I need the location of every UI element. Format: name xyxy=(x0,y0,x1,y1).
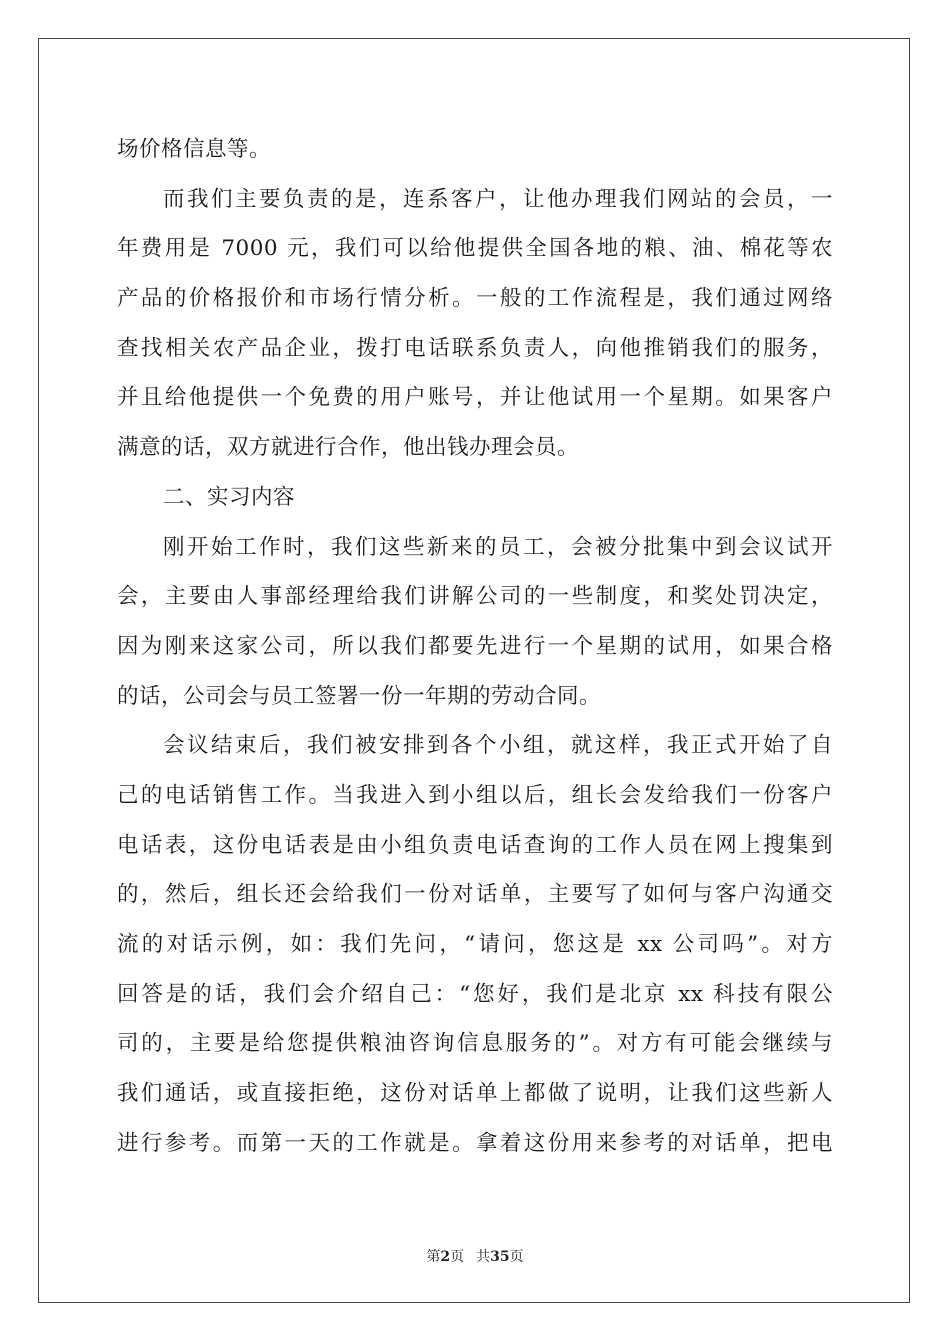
page-footer xyxy=(0,1246,950,1266)
page-prefix: 第 xyxy=(426,1249,441,1265)
text-line: 满意的话，双方就进行合作，他出钱办理会员。 xyxy=(117,435,580,461)
text-line: 会，主要由人事部经理给我们讲解公司的一些制度，和奖处罚决定， xyxy=(117,584,833,610)
document-body xyxy=(117,125,833,1168)
total-prefix: 共 xyxy=(476,1249,491,1265)
text-line: 因为刚来这家公司，所以我们都要先进行一个星期的试用，如果合格 xyxy=(117,633,833,659)
text-line: 进行参考。而第一天的工作就是。拿着这份用来参考的对话单，把电 xyxy=(117,1130,833,1156)
text-line: 回答是的话，我们会介绍自己：“您好，我们是北京 xx 科技有限公 xyxy=(117,981,833,1007)
text-line: 查找相关农产品企业，拨打电话联系负责人，向他推销我们的服务， xyxy=(117,335,833,361)
text-line: 电话表，这份电话表是由小组负责电话查询的工作人员在网上搜集到 xyxy=(117,832,833,858)
text-line: 而我们主要负责的是，连系客户，让他办理我们网站的会员，一 xyxy=(163,186,833,212)
text-line: 己的电话销售工作。当我进入到小组以后，组长会发给我们一份客户 xyxy=(117,782,833,808)
text-line: 的话，公司会与员工签署一份一年期的劳动合同。 xyxy=(117,683,602,709)
page-number: 2 xyxy=(440,1249,451,1265)
text-line: 我们通话，或直接拒绝，这份对话单上都做了说明，让我们这些新人 xyxy=(117,1081,833,1107)
text-line: 司的，主要是给您提供粮油咨询信息服务的”。对方有可能会继续与 xyxy=(117,1031,833,1057)
text-line: 会议结束后，我们被安排到各个小组，就这样，我正式开始了自 xyxy=(163,733,833,759)
page-suffix: 页 xyxy=(450,1249,465,1265)
text-line: 产品的价格报价和市场行情分析。一般的工作流程是，我们通过网络 xyxy=(117,286,833,312)
text-line: 并且给他提供一个免费的用户账号，并让他试用一个星期。如果客户 xyxy=(117,385,833,411)
text-line: 刚开始工作时，我们这些新来的员工，会被分批集中到会议试开 xyxy=(163,534,833,560)
text-line: 二、实习内容 xyxy=(163,484,296,510)
text-line: 流的对话示例，如：我们先问，“请问，您这是 xx 公司吗”。对方 xyxy=(117,932,833,957)
text-line: 的，然后，组长还会给我们一份对话单，主要写了如何与客户沟通交 xyxy=(117,882,833,908)
total-suffix: 页 xyxy=(509,1249,524,1265)
total-pages: 35 xyxy=(490,1249,510,1265)
text-line: 场价格信息等。 xyxy=(117,137,272,162)
text-line: 年费用是 7000 元，我们可以给他提供全国各地的粮、油、棉花等农 xyxy=(117,236,833,262)
